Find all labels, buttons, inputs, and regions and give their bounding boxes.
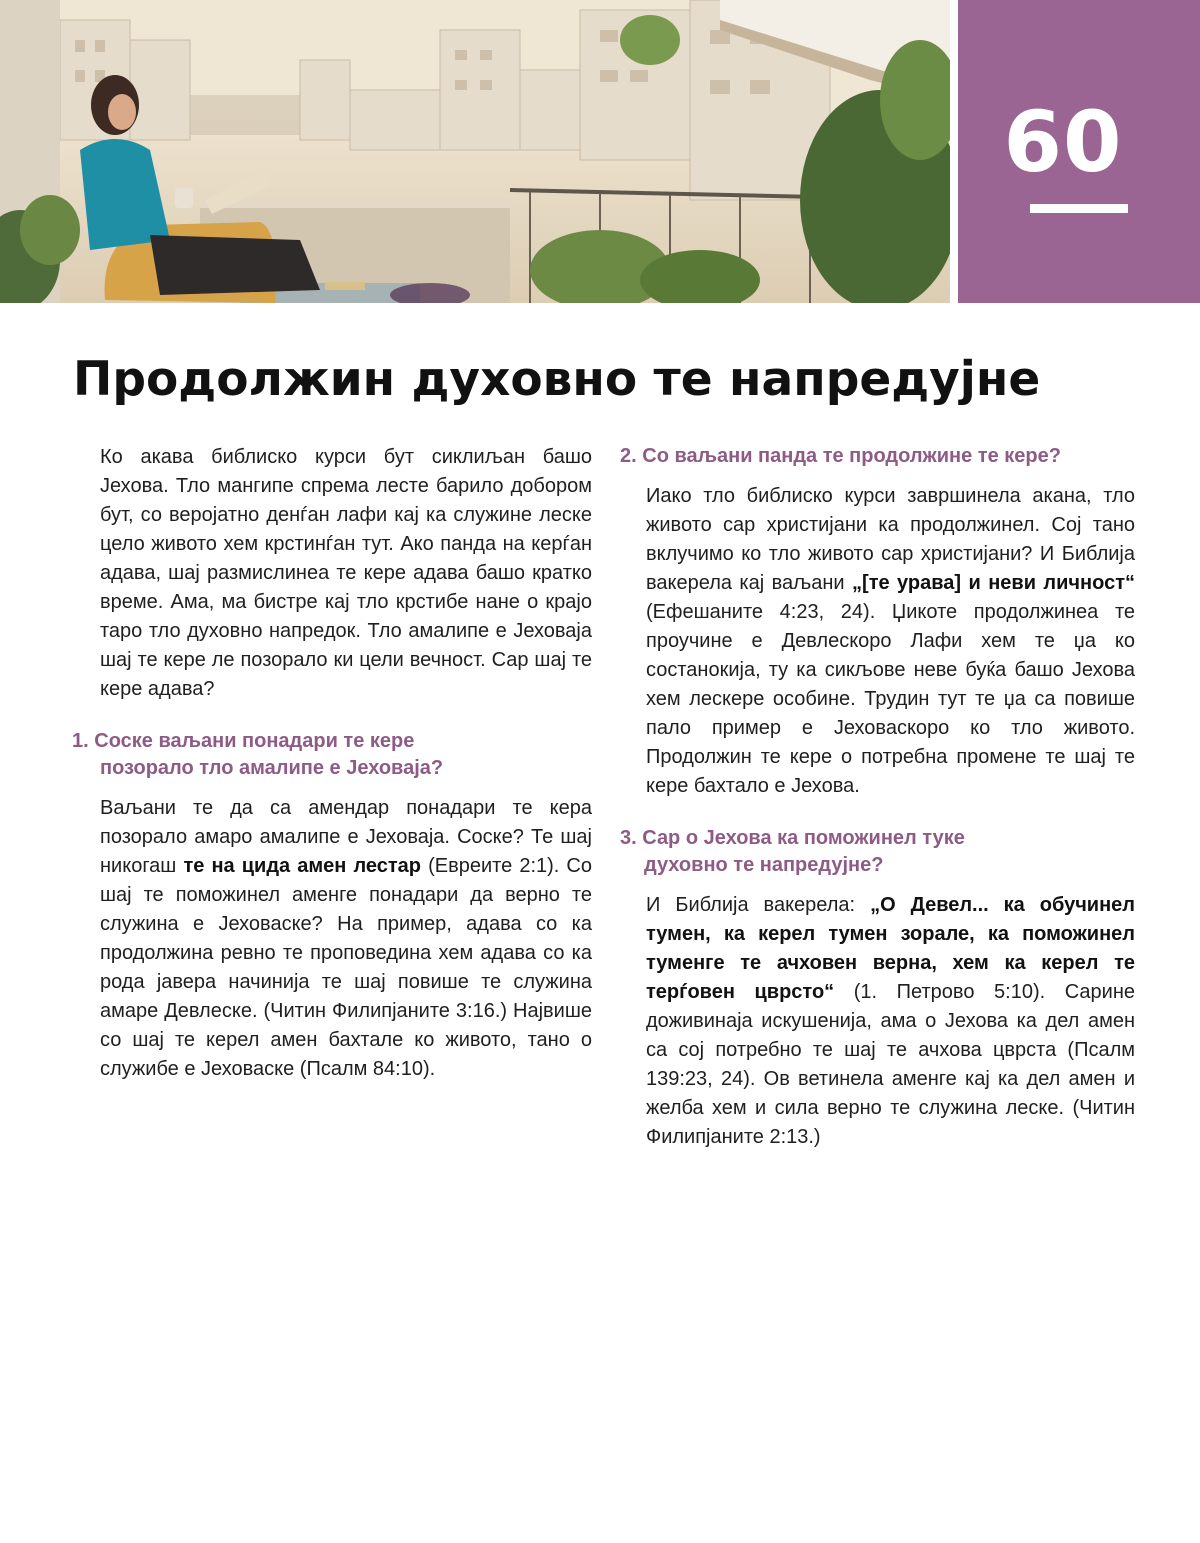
answer-1-text-end: (Евреите 2:1). Со шај те поможинел аменге понадари да верно те служина е Јеховаске? На пример, адава со ка продолжина ревно те проповедина хем адава со ка рода јавера начинија те шај повише те служина амаре Девлеске. (Читин Филипјаните 3:16.) Највише со шај те керел амен бахтале ко живото, тано о служибе е Јеховаске (Псалм 84:10). xyxy=(100,855,592,1080)
chapter-underline xyxy=(1030,204,1128,213)
question-1 xyxy=(72,728,592,782)
right-column xyxy=(620,443,1135,1152)
question-2 xyxy=(620,443,1135,470)
chapter-number: 60 xyxy=(1003,93,1123,191)
chapter-badge xyxy=(958,0,1200,303)
answer-3-paragraph xyxy=(620,891,1135,1152)
answer-2-scripture-quote: „[те урава] и неви личност“ xyxy=(852,572,1135,594)
hero-photo xyxy=(0,0,950,303)
answer-2-text-end: (Ефешаните 4:23, 24). Џикоте продолжинеа те проучине е Девлескоро Лафи хем те џа ко состанокија, ту ка сикљове неве буќа башо Јехова хем лескере особине. Трудин тут те џа са повише пало пример е Јеховаскоро ко тло живото. Продолжин те кере о потребна промене те шај те кере бахтало е Јехова. xyxy=(646,601,1135,797)
question-1-line1: Соске ваљани понадари те кере xyxy=(94,730,415,752)
answer-1-paragraph xyxy=(100,794,592,1084)
left-column xyxy=(72,443,592,1084)
intro-paragraph: Ко акава библиско курси бут сиклиљан башо Јехова. Тло мангипе спрема лесте барило добором бут, со веројатно денѓан лафи кај ка служине леске цело живото хем крстинѓан тут. Ако панда на керѓан адава, шај размислинеа те кере адава башо кратко време. Ама, ма бистре кај тло крстибе нане о крајо таро тло духовно напредок. Тло амалипе е Јеховаја шај те кере ле позорало ки цели вечност. Сар шај те кере адава? xyxy=(100,446,592,700)
answer-3-text: И Библија вакерела: xyxy=(646,894,871,916)
question-3-line1: Сар о Јехова ка поможинел туке xyxy=(642,827,965,849)
answer-2-paragraph xyxy=(620,482,1135,801)
answer-3-text-end: (1. Петрово 5:10). Сарине доживинаја искушенија, ама о Јехова ка дел амен са сој потребно те шај те ачхова цврста (Псалм 139:23, 24). Ов ветинела аменге кај ка дел амен и желба хем и сила верно те служина леске. (Читин Филипјаните 2:13.) xyxy=(646,981,1136,1148)
question-3 xyxy=(620,825,1135,879)
question-1-number: 1. xyxy=(72,730,89,752)
question-3-number: 3. xyxy=(620,827,637,849)
answer-3-scripture-quote: „О Девел... ка обучинел тумен, ка керел тумен зорале, ка поможинел туменге те ачховен верна, хем ка керел те терѓовен цврсто“ xyxy=(646,894,1136,1003)
question-2-number: 2. xyxy=(620,445,637,467)
page-title: Продолжин духовно те напредујне xyxy=(73,352,1041,407)
answer-1-text: Ваљани те да са амендар понадари те кера позорало амаро амалипе е Јеховаја. Соске? Те шај никогаш xyxy=(100,797,592,877)
answer-1-scripture-quote: те на цида амен лестар xyxy=(183,855,422,877)
balcony-scene-illustration xyxy=(0,0,950,303)
answer-2-text: Иако тло библиско курси завршинела акана, тло живото сар христијани ка продолжинел. Сој тано вклучимо ко тло живото сар христијани? И Библија вакерела кај ваљани xyxy=(646,485,1135,594)
question-1-line2: позорало тло амалипе е Јеховаја? xyxy=(100,757,444,779)
question-3-line2: духовно те напредујне? xyxy=(644,854,884,876)
question-2-line1: Со ваљани панда те продолжине те кере? xyxy=(642,445,1061,467)
